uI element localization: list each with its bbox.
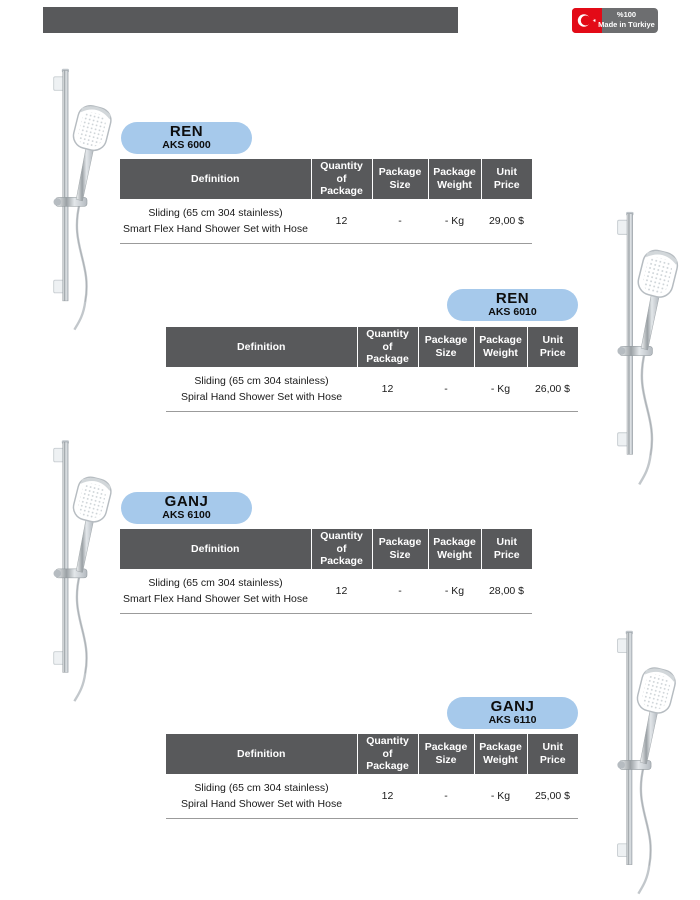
product-badge-ren-aks6010 — [447, 289, 578, 321]
product-code: AKS 6000 — [162, 139, 211, 152]
weight-cell: - Kg — [490, 789, 511, 802]
col-price: Unit Price — [527, 734, 578, 774]
col-price: Unit Price — [481, 159, 532, 199]
table-header-row — [120, 529, 532, 569]
price-cell: 25,00 $ — [534, 789, 571, 802]
product-image-shower-set-1 — [33, 57, 123, 345]
product-name: REN — [495, 290, 530, 308]
col-definition: Definition — [166, 734, 357, 774]
col-size: Package Size — [372, 529, 428, 569]
made-in-country: Made in Türkiye — [598, 20, 655, 30]
price-cell: 28,00 $ — [488, 584, 525, 597]
spec-table-2 — [166, 327, 578, 412]
col-price: Unit Price — [481, 529, 532, 569]
table-row — [120, 199, 532, 244]
quantity-cell: 12 — [335, 584, 348, 597]
quantity-cell: 12 — [381, 789, 394, 802]
table-header-row — [166, 734, 578, 774]
size-cell: - — [398, 584, 402, 597]
made-in-turkiye-badge — [572, 8, 658, 33]
col-quantity: Quantity of Package — [357, 327, 418, 367]
made-in-percent: %100 — [616, 10, 637, 19]
weight-cell: - Kg — [444, 214, 465, 227]
col-definition: Definition — [120, 159, 311, 199]
col-quantity: Quantity of Package — [311, 529, 372, 569]
col-weight: Package Weight — [428, 159, 481, 199]
col-price: Unit Price — [527, 327, 578, 367]
spec-table-1 — [120, 159, 532, 244]
col-weight: Package Weight — [474, 327, 527, 367]
definition-cell: Sliding (65 cm 304 stainless) Smart Flex Hand Shower Set with Hose — [123, 206, 308, 235]
table-header-row — [166, 327, 578, 367]
col-size: Package Size — [418, 327, 474, 367]
made-in-label — [598, 10, 655, 30]
quantity-cell: 12 — [335, 214, 348, 227]
product-badge-ganj-aks6100 — [121, 492, 252, 524]
col-quantity: Quantity of Package — [357, 734, 418, 774]
col-definition: Definition — [166, 327, 357, 367]
product-name: REN — [169, 123, 204, 141]
col-size: Package Size — [418, 734, 474, 774]
spec-table-3 — [120, 529, 532, 614]
header-bar — [43, 7, 458, 33]
size-cell: - — [444, 789, 448, 802]
product-badge-ren-aks6000 — [121, 122, 252, 154]
price-cell: 26,00 $ — [534, 382, 571, 395]
table-row — [166, 367, 578, 412]
weight-cell: - Kg — [490, 382, 511, 395]
col-weight: Package Weight — [474, 734, 527, 774]
definition-cell: Sliding (65 cm 304 stainless) Spiral Hand Shower Set with Hose — [180, 781, 343, 810]
product-image-shower-set-4 — [594, 628, 690, 900]
col-definition: Definition — [120, 529, 311, 569]
product-name: GANJ — [164, 493, 209, 511]
product-image-shower-set-2 — [596, 197, 690, 503]
table-row — [166, 774, 578, 819]
table-header-row — [120, 159, 532, 199]
weight-cell: - Kg — [444, 584, 465, 597]
quantity-cell: 12 — [381, 382, 394, 395]
size-cell: - — [398, 214, 402, 227]
product-code: AKS 6100 — [162, 509, 211, 522]
table-row — [120, 569, 532, 614]
definition-cell: Sliding (65 cm 304 stainless) Smart Flex Hand Shower Set with Hose — [123, 576, 308, 605]
product-badge-ganj-aks6110 — [447, 697, 578, 729]
spec-table-4 — [166, 734, 578, 819]
col-weight: Package Weight — [428, 529, 481, 569]
price-cell: 29,00 $ — [488, 214, 525, 227]
size-cell: - — [444, 382, 448, 395]
col-quantity: Quantity of Package — [311, 159, 372, 199]
product-image-shower-set-3 — [33, 430, 123, 715]
definition-cell: Sliding (65 cm 304 stainless) Spiral Hand Shower Set with Hose — [180, 374, 343, 403]
col-size: Package Size — [372, 159, 428, 199]
product-name: GANJ — [490, 698, 535, 716]
product-code: AKS 6110 — [488, 714, 537, 727]
product-code: AKS 6010 — [488, 306, 537, 319]
